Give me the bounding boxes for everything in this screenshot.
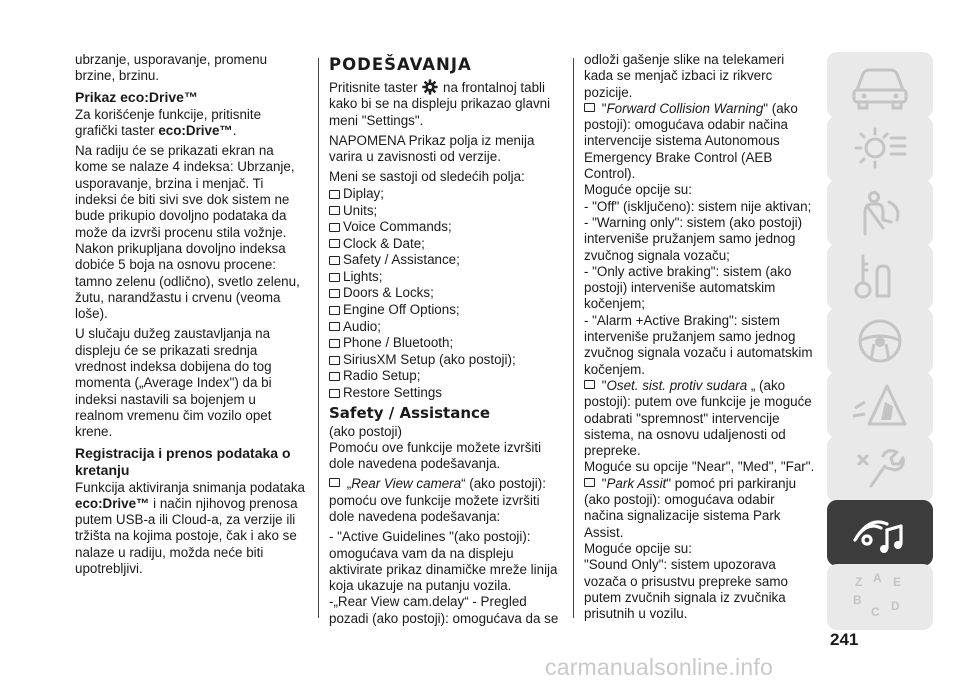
settings-menu-list — [329, 186, 565, 402]
paragraph: -„Rear View cam.delay“ - Pregled pozadi (ako postoji): omogućava da se — [329, 594, 559, 626]
tab-maintenance[interactable] — [827, 436, 933, 502]
checkbox-square-icon — [329, 322, 340, 331]
paragraph: ubrzanje, usporavanje, promenu brzine, brzinu. — [75, 52, 268, 84]
checkbox-square-icon — [584, 103, 595, 112]
list-item: Diplay; — [329, 186, 565, 203]
checkbox-square-icon — [329, 306, 340, 315]
checkbox-square-icon — [329, 239, 340, 248]
checkbox-square-icon — [584, 380, 595, 389]
checkbox-square-icon — [329, 256, 340, 265]
checkbox-square-icon — [329, 223, 340, 232]
paragraph: (ako postoji) — [329, 423, 402, 439]
checkbox-square-icon — [329, 356, 340, 365]
list-item: Safety / Assistance; — [329, 252, 565, 269]
column-divider — [573, 58, 574, 618]
list-item: Phone / Bluetooth; — [329, 335, 565, 352]
checkbox-square-icon — [329, 273, 340, 282]
paragraph: Za korišćenje funkcije, pritisnite grafički taster eco:Drive™. — [75, 106, 262, 138]
paragraph: odloži gašenje slike na telekameri kada se menjač izbaci iz rikverc pozicije. — [584, 52, 785, 100]
warning-triangle-icon — [847, 380, 913, 430]
paragraph: Pomoću ove funkcije možete izvršiti dole navedena podešavanja. — [329, 439, 542, 472]
checkbox-square-icon — [329, 190, 340, 199]
list-item: Audio; — [329, 319, 565, 336]
seatbelt-airbag-icon — [847, 188, 913, 238]
wrench-icon — [847, 444, 913, 494]
column-right — [584, 52, 816, 622]
paragraph: U slučaju dužeg zaustavljanja na displeju će se prikazati srednja vrednost indeksa dobijena do tog momenta („Average Index") da bi indeksi nastavili sa bojenjem u realnom vremenu čim vozilo opet krene. — [75, 326, 272, 440]
checkbox-square-icon — [329, 478, 340, 487]
checkbox-square-icon — [329, 372, 340, 381]
warning-lights-icon — [847, 124, 913, 174]
tab-emergency[interactable] — [827, 372, 933, 438]
column-middle — [329, 52, 565, 627]
paragraph: Moguće opcije su: — [584, 182, 692, 198]
paragraph: "Sound Only": sistem upozorava vozača o prisustvu prepreke samo putem zvučnih signala iz zvučnika prisutnih u vozilu. — [584, 557, 788, 622]
paragraph: NAPOMENA Prikaz polja iz menija varira u zavisnosti od verzije. — [329, 132, 535, 165]
heading-data-recording: Registracija i prenos podataka o kretanju — [75, 444, 291, 478]
paragraph: Meni se sastoji od sledećih polja: — [329, 169, 525, 185]
tab-car[interactable] — [827, 52, 933, 118]
chapter-tabs-sidebar — [827, 52, 933, 625]
column-left — [75, 52, 307, 581]
tab-starting[interactable] — [827, 244, 933, 310]
section-title-settings: PODEŠAVANJA — [329, 55, 472, 74]
steering-wheel-icon — [847, 316, 913, 366]
key-starting-icon — [847, 252, 913, 302]
checkbox-square-icon — [329, 389, 340, 398]
car-icon — [847, 60, 913, 110]
list-item: Doors & Locks; — [329, 285, 565, 302]
list-item: Restore Settings — [329, 385, 565, 402]
paragraph: "Park Assit" pomoć pri parkiranju (ako postoji): omogućava odabir načina signalizacije sistema Park Assist. — [584, 475, 797, 540]
column-divider — [318, 58, 319, 618]
svg-text:Z: Z — [855, 575, 863, 589]
checkbox-square-icon — [584, 478, 595, 487]
paragraph: Na radiju će se prikazati ekran na kome se nalaze 4 indeksa: Ubrzanje, usporavanje, brzina i menjač. Ti indeksi će biti sivi sve dok sistem ne bude prikupio dovoljno podataka da može da izvrši procenu stila vožnje. Nakon prikupljana dovoljno indeksa dobiće 5 boja na osnovu procene: tamno zelenu (odlično), svetlo zelenu, žutu, narandžastu i crvenu (veoma loše). — [75, 143, 300, 322]
tab-warning-lights[interactable] — [827, 116, 933, 182]
list-item: Clock & Date; — [329, 236, 565, 253]
tab-driving[interactable] — [827, 308, 933, 374]
list-item: SiriusXM Setup (ako postoji); — [329, 352, 565, 369]
list-item: Voice Commands; — [329, 219, 565, 236]
paragraph: - "Active Guidelines "(ako postoji): omogućava vam da na displeju aktivirate prikaz dinamičke mreže linija koja ukazuje na putanju vozila. — [329, 529, 558, 594]
paragraph: - "Alarm +Active Braking": sistem interveniše pružanjem samo jednog zvučnog signala vozaču i automatskim kočenjem. — [584, 312, 813, 377]
svg-text:E: E — [893, 575, 902, 589]
checkbox-square-icon — [329, 339, 340, 348]
svg-text:C: C — [871, 605, 880, 619]
tab-multimedia[interactable] — [827, 500, 933, 566]
paragraph: Funkcija aktiviranja snimanja podataka eco:Drive™ i način njihovog prenosa putem USB-a ili Cloud-a, za verzije ili tržišta na kojima postoje, čak i ako se nalaze u radiju, možda neće biti upotrebljivi. — [75, 479, 305, 577]
paragraph: Moguće opcije su: — [584, 540, 692, 556]
checkbox-square-icon — [329, 206, 340, 215]
multimedia-icon — [847, 508, 913, 558]
paragraph: "Oset. sist. protiv sudara „ (ako postoji): putem ove funkcije je moguće odabrati "spremnost" intervencije sistema, na osnovu udaljenosti od prepreke. — [584, 377, 812, 459]
paragraph: - "Off" (isključeno): sistem nije aktivan; — [584, 198, 812, 214]
paragraph: - "Warning only": sistem (ako postoji) interveniše pružanjem samo jednog zvučnog signala vozaču; — [584, 214, 803, 263]
watermark: carmanualsonline.info — [545, 654, 773, 680]
heading-eco-drive: Prikaz eco:Drive™ — [75, 88, 198, 105]
paragraph: „Rear View camera“ (ako postoji): pomoću ove funkcije možete izvršiti dole navedena podešavanja: — [329, 476, 546, 524]
paragraph: Moguće su opcije "Near", "Med", "Far". — [584, 459, 815, 475]
paragraph: - "Only active braking": sistem (ako postoji) interveniše automatskim kočenjem; — [584, 263, 792, 312]
svg-text:D: D — [891, 599, 900, 613]
paragraph: Pritisnite taster na frontalnoj tabli kako bi se na displeju prikazao glavni meni "Settings". — [329, 80, 551, 128]
list-item: Units; — [329, 202, 565, 219]
page-number: 241 — [830, 630, 859, 649]
checkbox-square-icon — [329, 289, 340, 298]
list-item: Radio Setup; — [329, 368, 565, 385]
gear-icon — [421, 78, 439, 96]
tab-index[interactable] — [827, 564, 933, 630]
section-title-safety-assistance: Safety / Assistance — [329, 403, 491, 422]
index-letters-icon — [847, 572, 913, 626]
tab-safety[interactable] — [827, 180, 933, 246]
svg-text:B: B — [853, 593, 862, 607]
eco-drive-button-label: eco:Drive™ — [158, 122, 233, 138]
svg-text:A: A — [873, 572, 882, 585]
eco-drive-button-label: eco:Drive™ — [75, 495, 150, 511]
list-item: Engine Off Options; — [329, 302, 565, 319]
list-item: Lights; — [329, 269, 565, 286]
paragraph: "Forward Collision Warning" (ako postoji): omogućava odabir načina intervencije sistema Autonomous Emergency Brake Control (AEB Control). — [584, 100, 798, 182]
